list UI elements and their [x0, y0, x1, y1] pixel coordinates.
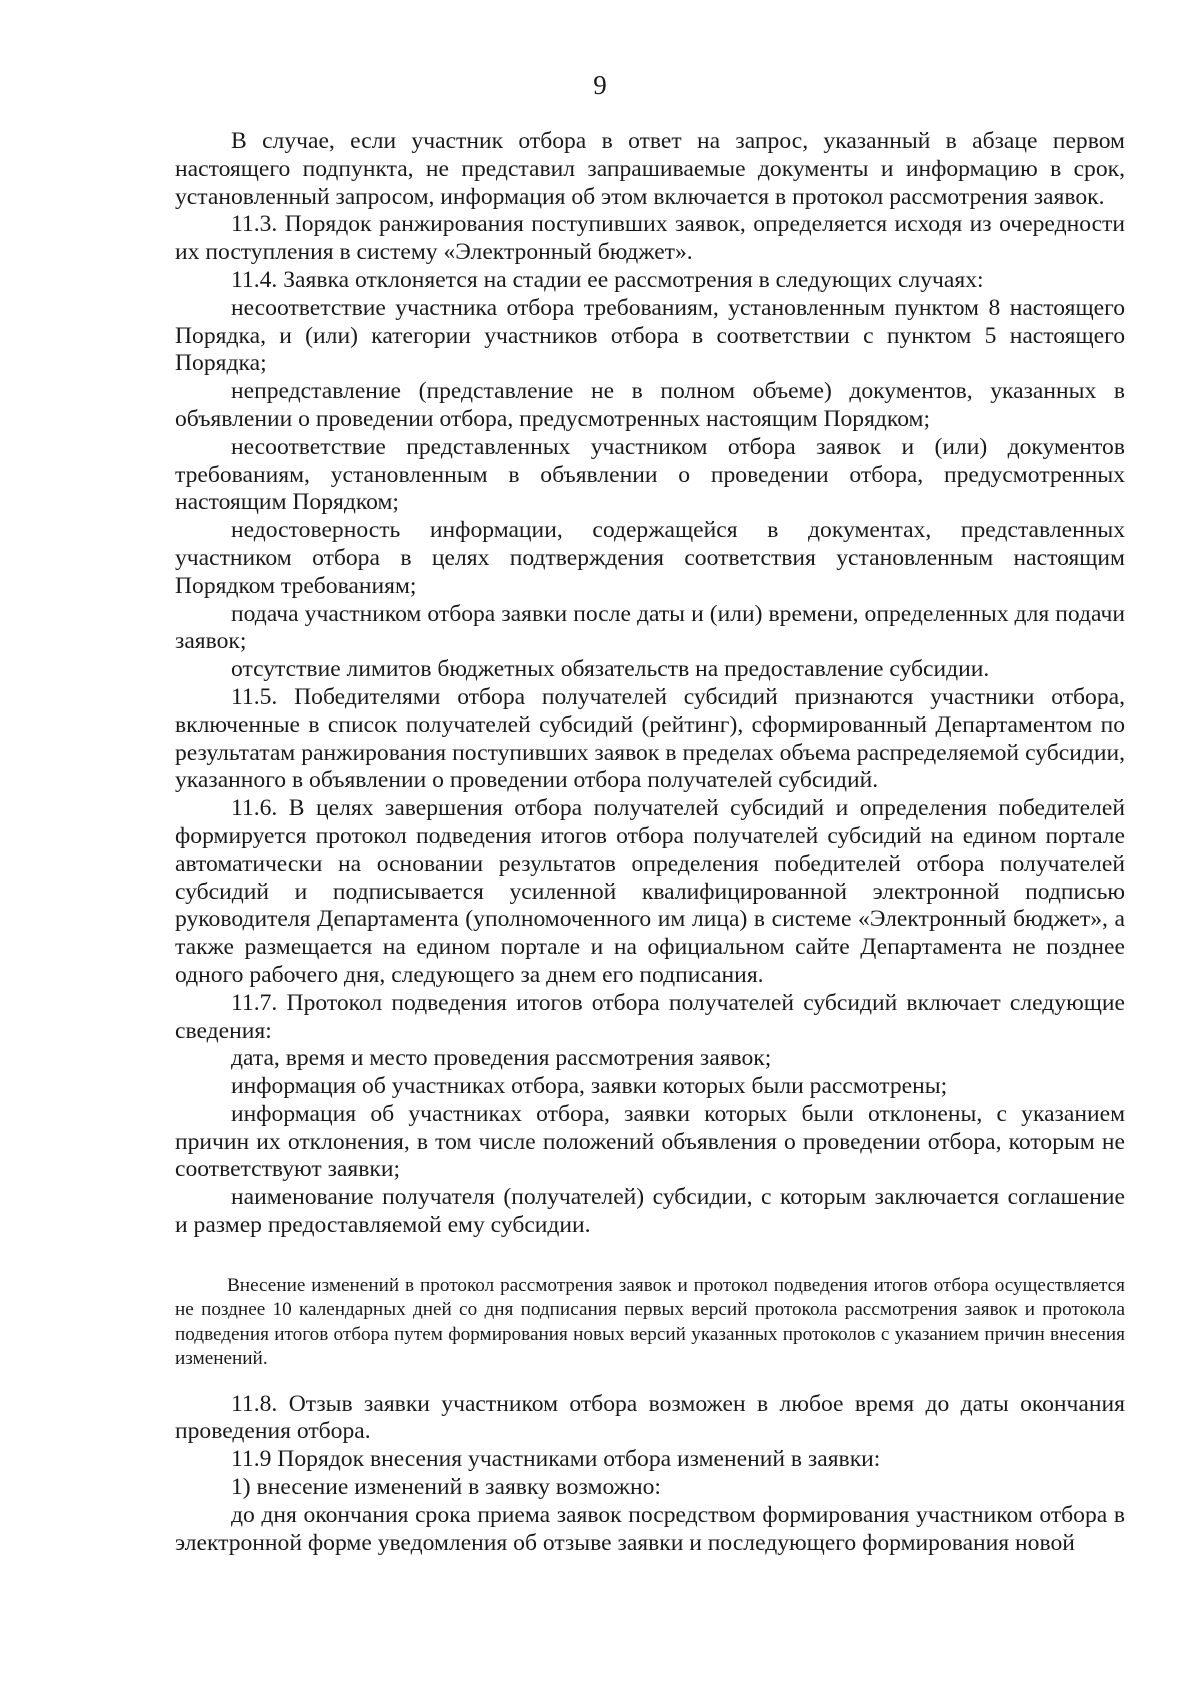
paragraph: отсутствие лимитов бюджетных обязательств на предоставление субсидии.: [231, 656, 990, 683]
paragraph: непредставление (представление не в полном объеме) документов, указанных в объявлении о проведении отбора, предусмотренных настоящим Порядком;: [175, 378, 1125, 432]
paragraph: наименование получателя (получателей) субсидии, с которым заключается соглашение и размер предоставляемой ему субсидии.: [175, 1184, 1125, 1239]
paragraph: 11.5. Победителями отбора получателей субсидий признаются участники отбора, включенные в список получателей субсидий (рейтинг), сформированный Департаментом по результатам ранжирования поступивших заявок в пределах объема распределяемой субсидии, указанного в объявлении о проведении отбора получателей субсидий.: [175, 683, 1125, 794]
document-body: [175, 128, 1125, 1557]
paragraph: 11.3. Порядок ранжирования поступивших заявок, определяется исходя из очередности их поступления в систему «Электронный бюджет».: [175, 211, 1125, 266]
paragraph: 11.9 Порядок внесения участниками отбора изменений в заявки:: [231, 1446, 881, 1473]
paragraph: до дня окончания срока приема заявок посредством формирования участником отбора в электронной форме уведомления об отзыве заявки и последующего формирования новой: [175, 1501, 1125, 1556]
paragraph: 11.7. Протокол подведения итогов отбора получателей субсидий включает следующие сведения:: [175, 989, 1125, 1044]
paragraph: 11.6. В целях завершения отбора получателей субсидий и определения победителей формируется протокол подведения итогов отбора получателей субсидий на едином портале автоматически на основании результатов определения победителей отбора получателей субсидий и подписывается усиленной квалифицированной электронной подписью руководителя Департамента (уполномоченного им лица) в системе «Электронный бюджет», а также размещается на едином портале и на официальном сайте Департамента не позднее одного рабочего дня, следующего за днем его подписания.: [175, 795, 1125, 988]
page-number: 9: [593, 70, 607, 100]
paragraph: 1) внесение изменений в заявку возможно:: [231, 1474, 661, 1501]
paragraph: 11.8. Отзыв заявки участником отбора возможен в любое время до даты окончания проведения отбора.: [175, 1390, 1125, 1445]
paragraph: дата, время и место проведения рассмотрения заявок;: [231, 1045, 772, 1072]
paragraph: информация об участниках отбора, заявки которых были отклонены, с указанием причин их отклонения, в том числе положений объявления о проведении отбора, которым не соответствуют заявки;: [175, 1100, 1125, 1183]
paragraph: В случае, если участник отбора в ответ на запрос, указанный в абзаце первом настоящего подпункта, не представил запрашиваемые документы и информацию в срок, установленный запросом, информация об этом включается в протокол рассмотрения заявок.: [175, 128, 1125, 210]
paragraph: 11.4. Заявка отклоняется на стадии ее рассмотрения в следующих случаях:: [231, 266, 984, 293]
paragraph: несоответствие участника отбора требованиям, установленным пунктом 8 настоящего Порядка, и (или) категории участников отбора в соответствии с пунктом 5 настоящего Порядка;: [175, 294, 1125, 377]
paragraph: информация об участниках отбора, заявки которых были рассмотрены;: [231, 1073, 948, 1100]
amendment-note: Внесение изменений в протокол рассмотрения заявок и протокол подведения итогов отбора осуществляется не позднее 10 календарных дней со дня подписания первых версий протокола рассмотрения заявок и протокола подведения итогов отбора путем формирования новых версий указанных протоколов с указанием причин внесения изменений.: [175, 1274, 1125, 1370]
paragraph: подача участником отбора заявки после даты и (или) времени, определенных для подачи заявок;: [175, 600, 1125, 655]
paragraph: несоответствие представленных участником отбора заявок и (или) документов требованиям, установленным в объявлении о проведении отбора, предусмотренных настоящим Порядком;: [175, 433, 1125, 516]
paragraph: недостоверность информации, содержащейся в документах, представленных участником отбора в целях подтверждения соответствия установленным настоящим Порядком требованиям;: [175, 517, 1125, 599]
